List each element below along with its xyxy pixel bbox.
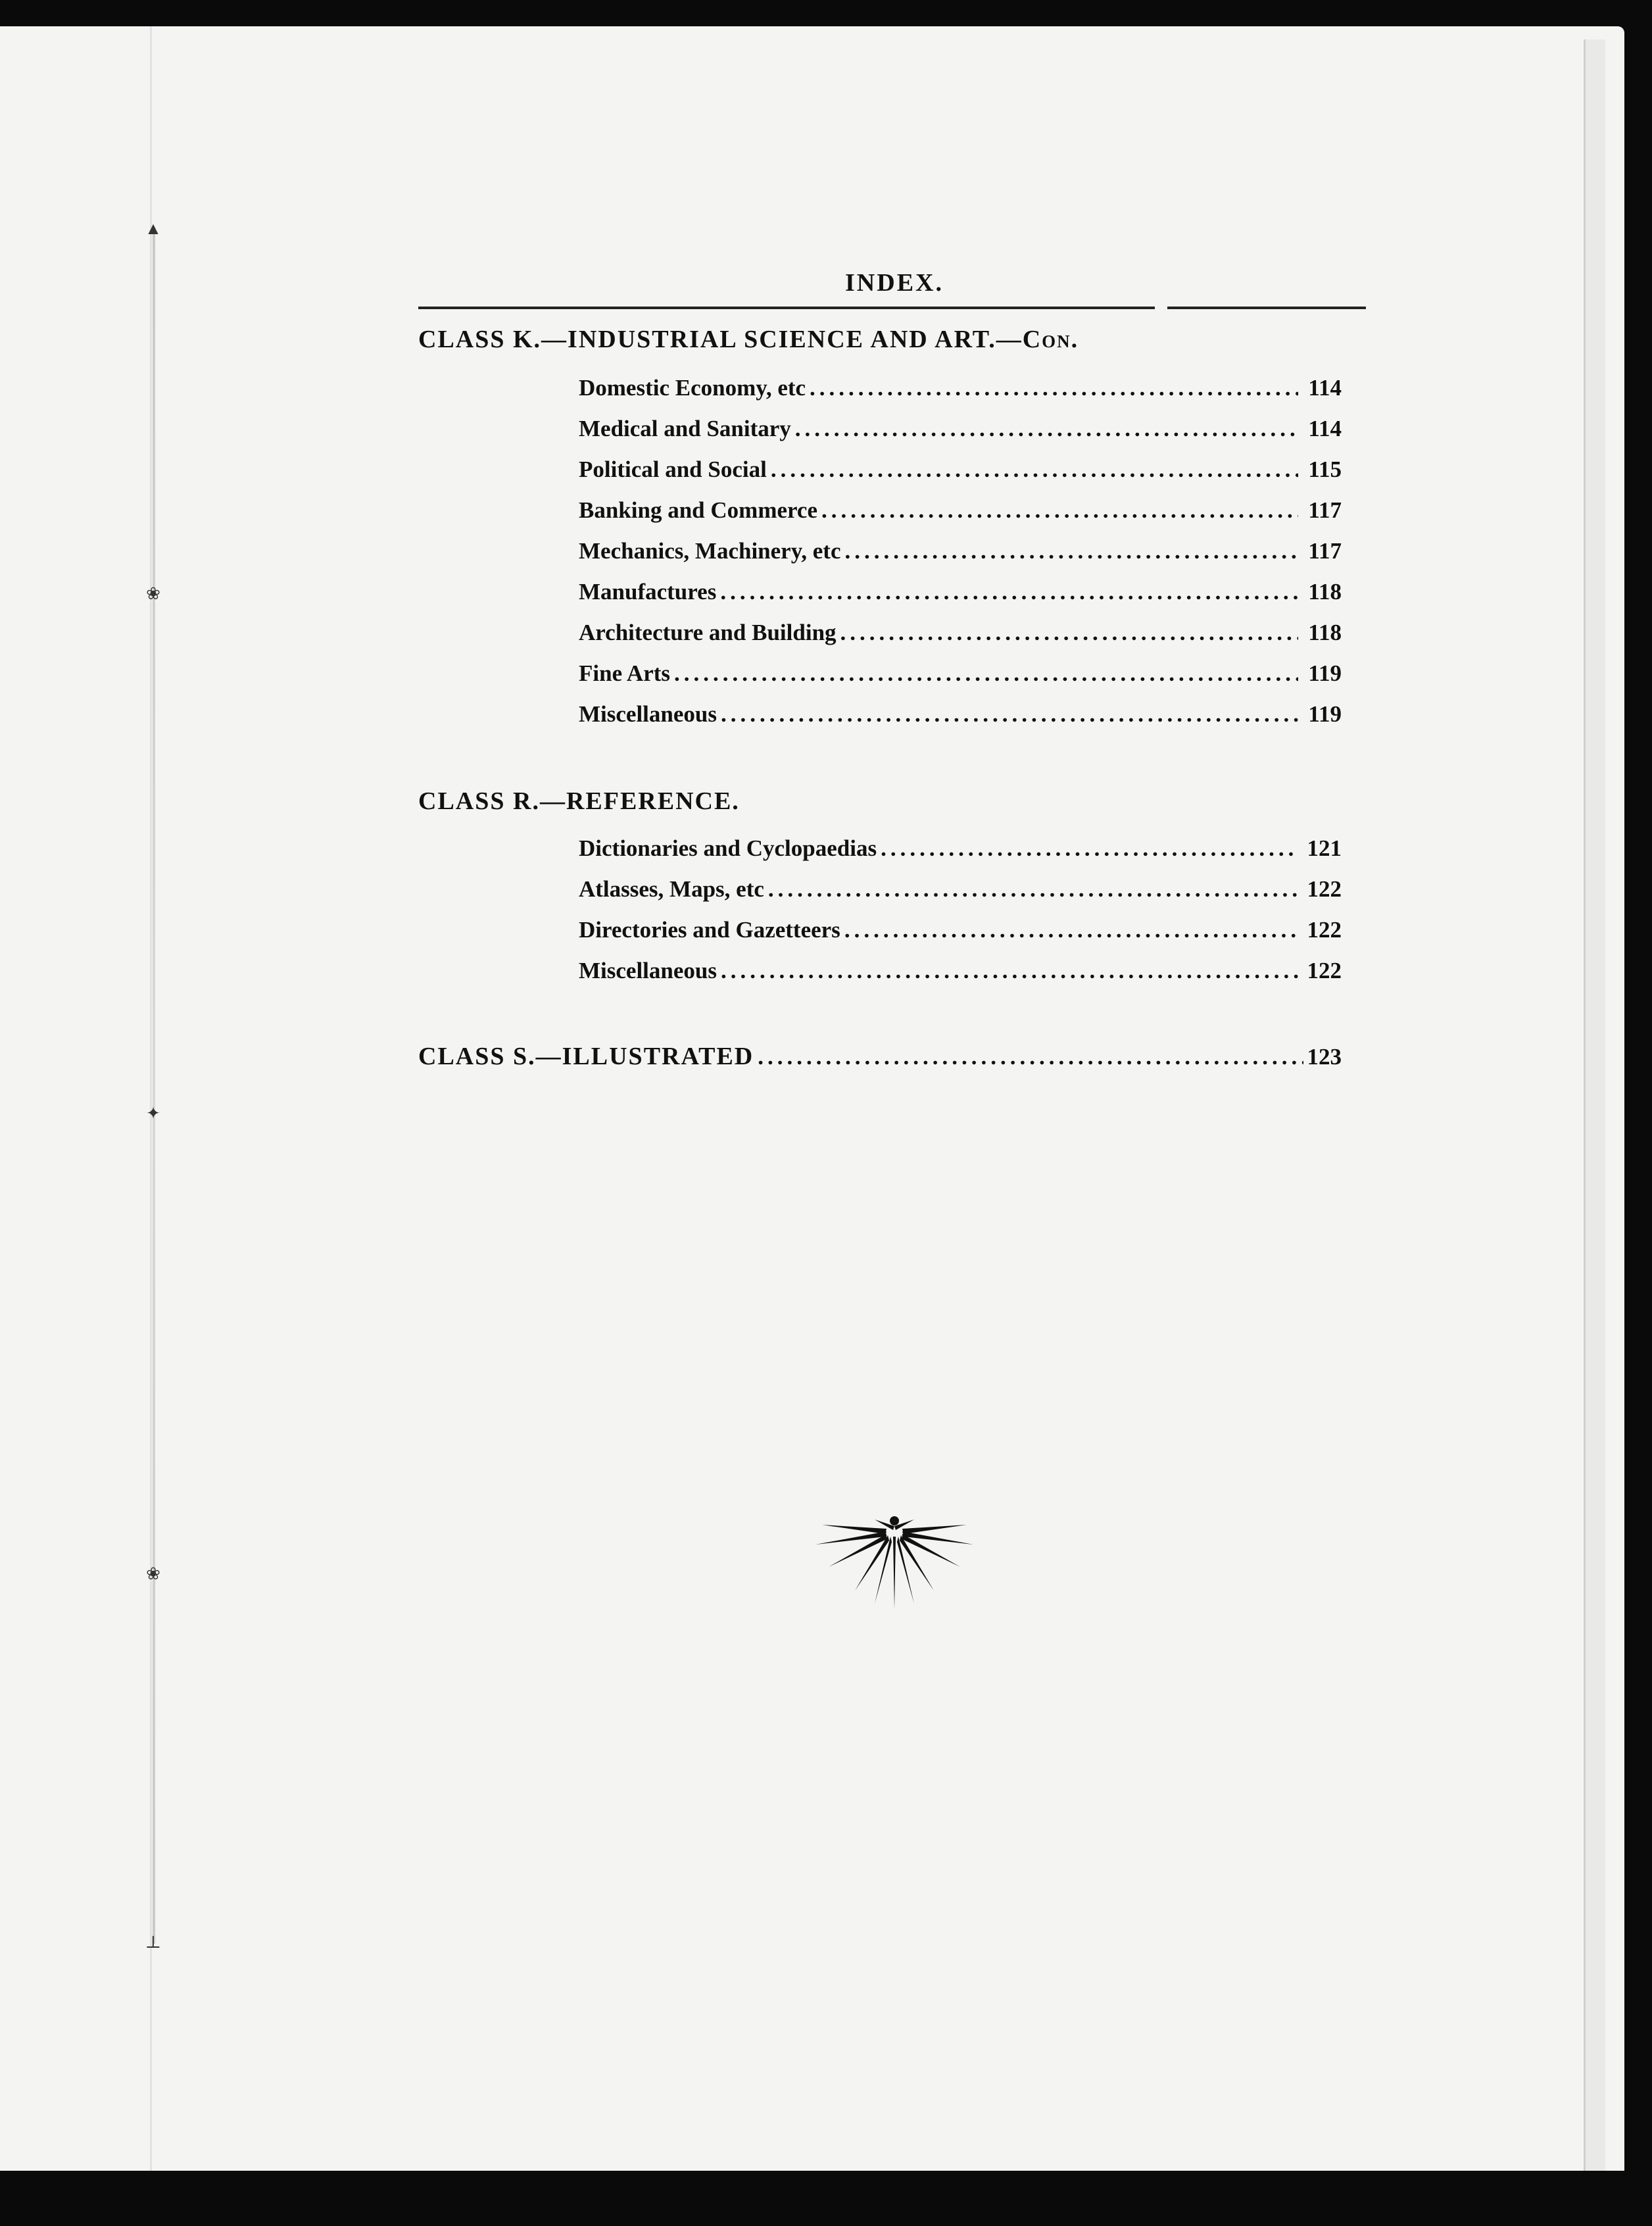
index-entry [579, 917, 1342, 949]
index-entry [579, 660, 1342, 692]
entry-label: Miscellaneous [579, 958, 717, 983]
entry-page: 117 [1308, 497, 1342, 523]
index-entry [579, 835, 1342, 867]
entry-label: Atlasses, Maps, etc [579, 876, 764, 902]
stitch-mark: ❀ [146, 1564, 160, 1583]
index-entry [579, 876, 1342, 908]
entry-page: 122 [1307, 917, 1342, 943]
leader-dots [845, 538, 1298, 564]
entry-page: 122 [1307, 958, 1342, 983]
entry-page: 119 [1308, 701, 1342, 727]
leader-dots [720, 579, 1298, 605]
binding-thread [153, 227, 155, 1944]
title-rule-right [1167, 307, 1366, 309]
index-entry [579, 701, 1342, 733]
stitch-mark: ▲ [145, 219, 162, 238]
binding-fold [150, 26, 152, 2171]
leader-dots [795, 416, 1298, 442]
leader-dots [758, 1044, 1303, 1070]
leader-dots [771, 457, 1298, 483]
entry-page: 118 [1308, 579, 1342, 605]
leader-dots [721, 958, 1298, 984]
entry-page: 122 [1307, 876, 1342, 902]
entry-label: Directories and Gazetteers [579, 917, 840, 943]
leader-dots [721, 701, 1298, 728]
entry-page: 114 [1308, 416, 1342, 441]
index-entry [579, 497, 1342, 529]
index-entry [579, 416, 1342, 447]
entry-page: 115 [1308, 457, 1342, 482]
leader-dots [810, 375, 1298, 401]
entry-label: Banking and Commerce [579, 497, 817, 523]
title-rule [418, 307, 1155, 309]
class-k-heading-suffix: Con. [1022, 326, 1079, 353]
entry-label: Domestic Economy, etc [579, 375, 806, 401]
class-k-heading-text: CLASS K.—INDUSTRIAL SCIENCE AND ART.— [418, 326, 1023, 353]
entry-label: Miscellaneous [579, 701, 717, 727]
index-entry [579, 457, 1342, 488]
entry-label: Mechanics, Machinery, etc [579, 538, 841, 564]
class-s-heading: CLASS S.—ILLUSTRATED [418, 1043, 754, 1070]
stitch-mark: ⊥ [145, 1933, 162, 1952]
entry-page: 119 [1308, 660, 1342, 686]
entry-label: Manufactures [579, 579, 717, 605]
entry-page: 117 [1308, 538, 1342, 564]
leader-dots [674, 660, 1298, 687]
index-title: INDEX. [845, 269, 944, 297]
leader-dots [768, 876, 1298, 903]
class-r-heading: CLASS R.—REFERENCE. [418, 787, 740, 815]
entry-label: Architecture and Building [579, 620, 837, 645]
entry-label: Political and Social [579, 457, 767, 482]
leader-dots [840, 620, 1298, 646]
entry-label: Fine Arts [579, 660, 671, 686]
entry-page: 118 [1308, 620, 1342, 645]
entry-page: 121 [1307, 835, 1342, 861]
index-entry [579, 579, 1342, 610]
leader-dots [844, 917, 1298, 943]
leader-dots [821, 497, 1298, 524]
stitch-mark: ✦ [146, 1104, 160, 1123]
class-s-entry [418, 1042, 1342, 1071]
stitch-mark: ❀ [146, 584, 160, 603]
entry-page: 114 [1308, 375, 1342, 401]
index-entry [579, 620, 1342, 651]
class-s-page: 123 [1307, 1044, 1342, 1070]
index-entry [579, 958, 1342, 989]
leader-dots [881, 835, 1298, 862]
index-entry [579, 538, 1342, 570]
class-k-heading [418, 325, 1079, 354]
entry-label: Dictionaries and Cyclopaedias [579, 835, 877, 861]
index-entry [579, 375, 1342, 407]
entry-label: Medical and Sanitary [579, 416, 791, 441]
fan-ornament-icon [809, 1513, 980, 1612]
page-right-edge [1584, 39, 1605, 2171]
